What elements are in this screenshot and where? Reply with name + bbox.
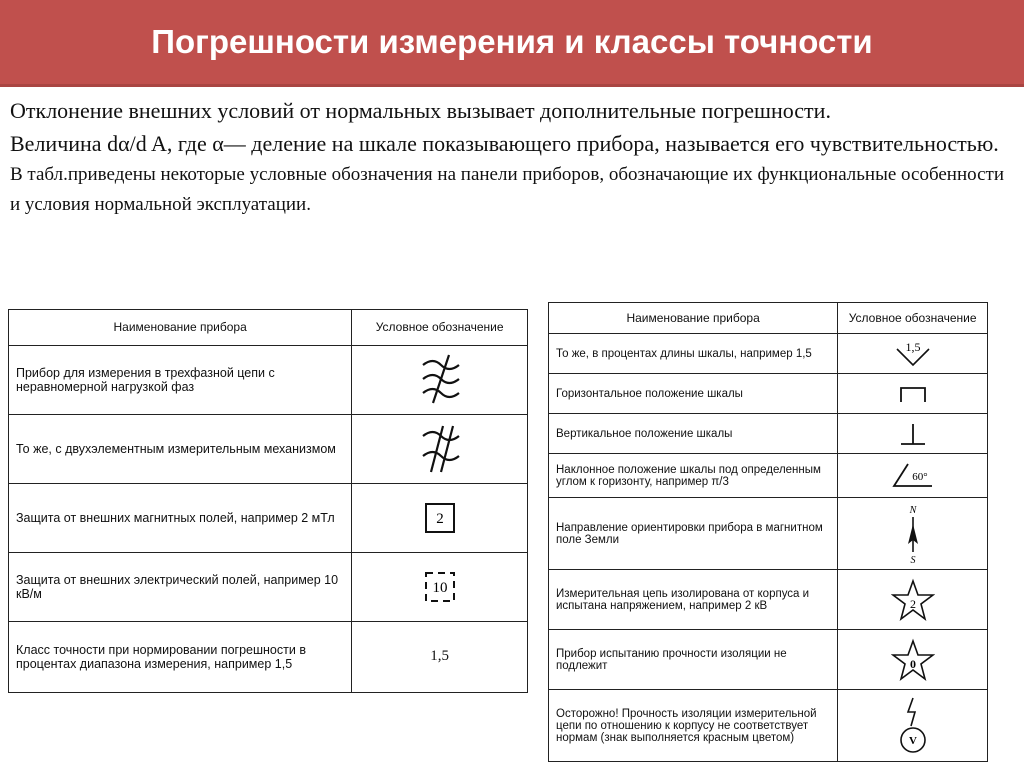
device-name: Защита от внешних магнитных полей, например 2 мТл (9, 483, 352, 552)
table-header (549, 303, 988, 334)
scale-length-accuracy-icon (893, 339, 933, 369)
insulation-tested-star-icon (891, 578, 935, 622)
table-row (549, 630, 988, 690)
table-row (549, 374, 988, 414)
left-symbols-table (8, 309, 528, 693)
right-symbols-table (548, 302, 988, 762)
slide-title: Погрешности измерения и классы точности (151, 23, 873, 60)
table-row (9, 621, 528, 692)
magnetic-field-protection-icon (420, 498, 460, 538)
table-row (9, 414, 528, 483)
table-row (9, 345, 528, 414)
device-name: Вертикальное положение шкалы (549, 414, 838, 454)
test-voltage-value: 2 (909, 596, 916, 611)
header-device-name: Наименование прибора (549, 303, 838, 334)
table-row (9, 552, 528, 621)
inclination-angle-value: 60° (911, 470, 928, 483)
paragraph-deviation: Отклонение внешних условий от нормальных вызывает дополнительные погрешности. (10, 98, 831, 123)
electric-field-value: 10 (432, 579, 448, 596)
two-element-mechanism-icon (415, 422, 465, 476)
table-header (9, 310, 528, 346)
table-row (549, 570, 988, 630)
table-row (549, 454, 988, 498)
device-name: Направление ориентировки прибора в магнитном поле Земли (549, 498, 838, 570)
slide-title-bar (0, 0, 1024, 87)
scale-length-value: 1,5 (905, 339, 921, 354)
device-name: То же, с двухэлементным измерительным механизмом (9, 414, 352, 483)
three-phase-unbalanced-icon (415, 353, 465, 407)
device-name: Измерительная цепь изолирована от корпуса и испытана напряжением, например 2 кВ (549, 570, 838, 630)
table-row (549, 414, 988, 454)
device-name: Прибор для измерения в трехфазной цепи с неравномерной нагрузкой фаз (9, 345, 352, 414)
device-name: Защита от внешних электрический полей, например 10 кВ/м (9, 552, 352, 621)
header-symbol: Условное обозначение (838, 303, 988, 334)
table-row (549, 498, 988, 570)
vertical-scale-icon (895, 420, 931, 448)
no-test-value: 0 (909, 656, 916, 671)
header-device-name: Наименование прибора (9, 310, 352, 346)
device-name: Наклонное положение шкалы под определенным углом к горизонту, например π/3 (549, 454, 838, 498)
table-row (549, 334, 988, 374)
header-symbol: Условное обозначение (352, 310, 528, 346)
device-name: Прибор испытанию прочности изоляции не подлежит (549, 630, 838, 690)
intro-text (10, 94, 1010, 220)
paragraph-sensitivity: Величина dα/d A, где α— деление на шкале показывающего прибора, называется его чувствительностью. (10, 131, 999, 156)
table-row (9, 483, 528, 552)
insulation-warning-icon (893, 696, 933, 756)
north-label: N (909, 504, 916, 516)
device-name: Класс точности при нормировании погрешности в процентах диапазона измерения, например 1,5 (9, 621, 352, 692)
device-name: Горизонтальное положение шкалы (549, 374, 838, 414)
inclined-scale-icon (888, 460, 938, 492)
electric-field-protection-icon (420, 567, 460, 607)
paragraph-table-note: В табл.приведены некоторые условные обозначения на панели приборов, обозначающие их функциональные особенности и условия нормальной эксплуатации. (10, 164, 1005, 215)
no-insulation-test-star-icon (891, 638, 935, 682)
magnetic-field-value: 2 (435, 510, 444, 527)
accuracy-class-value: 1,5 (430, 648, 449, 665)
horizontal-scale-icon (895, 382, 931, 406)
south-label: S (910, 554, 916, 566)
device-name: То же, в процентах длины шкалы, например 1,5 (549, 334, 838, 374)
table-row (549, 690, 988, 762)
compass-orientation-icon (898, 502, 928, 566)
device-name: Осторожно! Прочность изоляции измерительной цепи по отношению к корпусу не соответствует нормам (знак выполняется красным цветом) (549, 690, 838, 762)
warning-value: V (908, 734, 917, 747)
